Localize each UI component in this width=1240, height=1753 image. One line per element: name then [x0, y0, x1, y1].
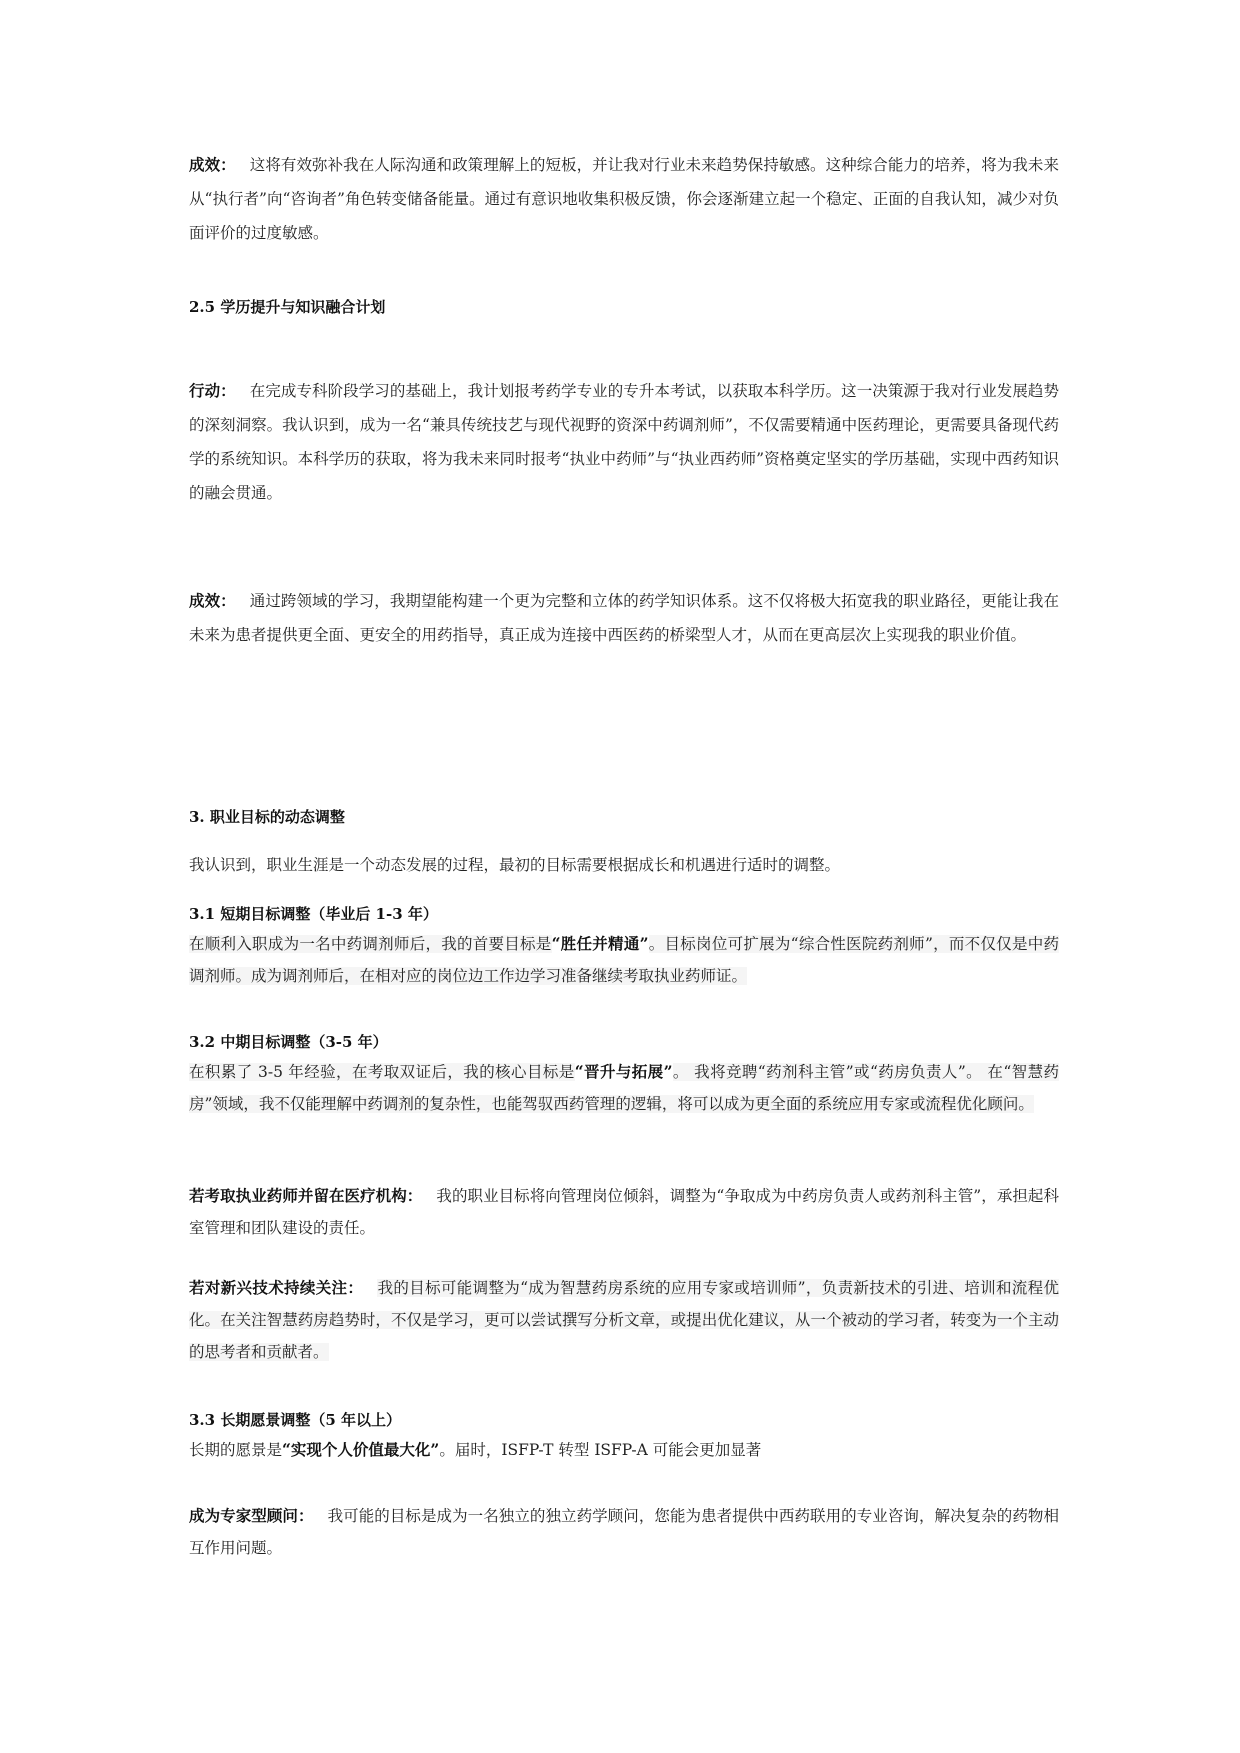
expert-text: 我可能的目标是成为一名独立的独立药学顾问，您能为患者提供中西药联用的专业咨询，解决复杂的药物相互作用问题。 — [189, 1507, 1059, 1557]
outcome-label: 成效： — [189, 155, 236, 174]
section-3-1 — [189, 900, 1059, 992]
intro-text: 我认识到，职业生涯是一个动态发展的过程，最初的目标需要根据成长和机遇进行适时的调整。 — [189, 856, 841, 874]
section-3-3 — [189, 1406, 1059, 1466]
emphasis-text: “胜任并精通” — [551, 934, 649, 953]
outcome-paragraph-1 — [189, 148, 1059, 250]
subsection-heading: 3.1 短期目标调整（毕业后 1-3 年） — [189, 905, 438, 923]
action-paragraph — [189, 374, 1059, 510]
condition-paragraph-2 — [189, 1272, 1059, 1368]
outcome-text: 这将有效弥补我在人际沟通和政策理解上的短板，并让我对行业未来趋势保持敏感。这种综合能力的培养，将为我未来从“执行者”向“咨询者”角色转变储备能量。通过有意识地收集积极反馈，你会逐渐建立起一个稳定、正面的自我认知，减少对负面评价的过度敏感。 — [189, 156, 1059, 242]
text-post: 。目标岗位可扩展为“综合性医院药剂师”，而不仅仅是中药调剂师。成为调剂师后，在相对应的岗位边工作边学习准备继续考取执业药师证。 — [189, 935, 1059, 985]
outcome-paragraph-2 — [189, 584, 1059, 652]
section-3-2 — [189, 1028, 1059, 1120]
section-3-heading — [189, 806, 1059, 827]
section-heading: 3. 职业目标的动态调整 — [189, 808, 345, 826]
text-pre: 长期的愿景是 — [189, 1441, 283, 1459]
section-2-5-heading — [189, 296, 1059, 317]
expert-label: 成为专家型顾问： — [189, 1506, 314, 1525]
outcome-text: 通过跨领域的学习，我期望能构建一个更为完整和立体的药学知识体系。这不仅将极大拓宽我的职业路径，更能让我在未来为患者提供更全面、更安全的用药指导，真正成为连接中西医药的桥梁型人才，从而在更高层次上实现我的职业价值。 — [189, 592, 1059, 644]
text-pre: 在顺利入职成为一名中药调剂师后，我的首要目标是 — [189, 935, 552, 953]
subsection-heading: 3.3 长期愿景调整（5 年以上） — [189, 1411, 401, 1429]
condition-paragraph-1 — [189, 1180, 1059, 1244]
emphasis-text: “晋升与拓展” — [574, 1062, 673, 1081]
text-post: 。届时，ISFP-T 转型 ISFP-A 可能会更加显著 — [439, 1441, 762, 1459]
action-label: 行动： — [189, 381, 236, 400]
action-text: 在完成专科阶段学习的基础上，我计划报考药学专业的专升本考试，以获取本科学历。这一决策源于我对行业发展趋势的深刻洞察。我认识到，成为一名“兼具传统技艺与现代视野的资深中药调剂师”，不仅需要精通中医药理论，更需要具备现代药学的系统知识。本科学历的获取，将为我未来同时报考“执业中药师”与“执业西药师”资格奠定坚实的学历基础，实现中西药知识的融会贯通。 — [189, 382, 1059, 502]
text-post: 。 我将竞聘“药剂科主管”或“药房负责人”。 在“智慧药房”领域，我不仅能理解中药调剂的复杂性，也能驾驭西药管理的逻辑，将可以成为更全面的系统应用专家或流程优化顾问。 — [189, 1063, 1059, 1113]
expert-paragraph — [189, 1500, 1059, 1564]
condition-text: 我的目标可能调整为“成为智慧药房系统的应用专家或培训师”，负责新技术的引进、培训和流程优化。在关注智慧药房趋势时，不仅是学习，更可以尝试撰写分析文章，或提出优化建议，从一个被动的学习者，转变为一个主动的思考者和贡献者。 — [189, 1279, 1059, 1361]
subsection-heading: 3.2 中期目标调整（3-5 年） — [189, 1033, 388, 1051]
condition-label: 若考取执业药师并留在医疗机构： — [189, 1186, 423, 1205]
outcome-label: 成效： — [189, 591, 236, 610]
section-3-intro — [189, 848, 1059, 882]
condition-text: 我的职业目标将向管理岗位倾斜，调整为“争取成为中药房负责人或药剂科主管”，承担起科室管理和团队建设的责任。 — [189, 1187, 1059, 1237]
section-heading: 2.5 学历提升与知识融合计划 — [189, 298, 386, 316]
emphasis-text: “实现个人价值最大化” — [282, 1440, 440, 1459]
condition-label: 若对新兴技术持续关注： — [189, 1278, 364, 1297]
text-pre: 在积累了 3-5 年经验，在考取双证后，我的核心目标是 — [189, 1063, 575, 1081]
